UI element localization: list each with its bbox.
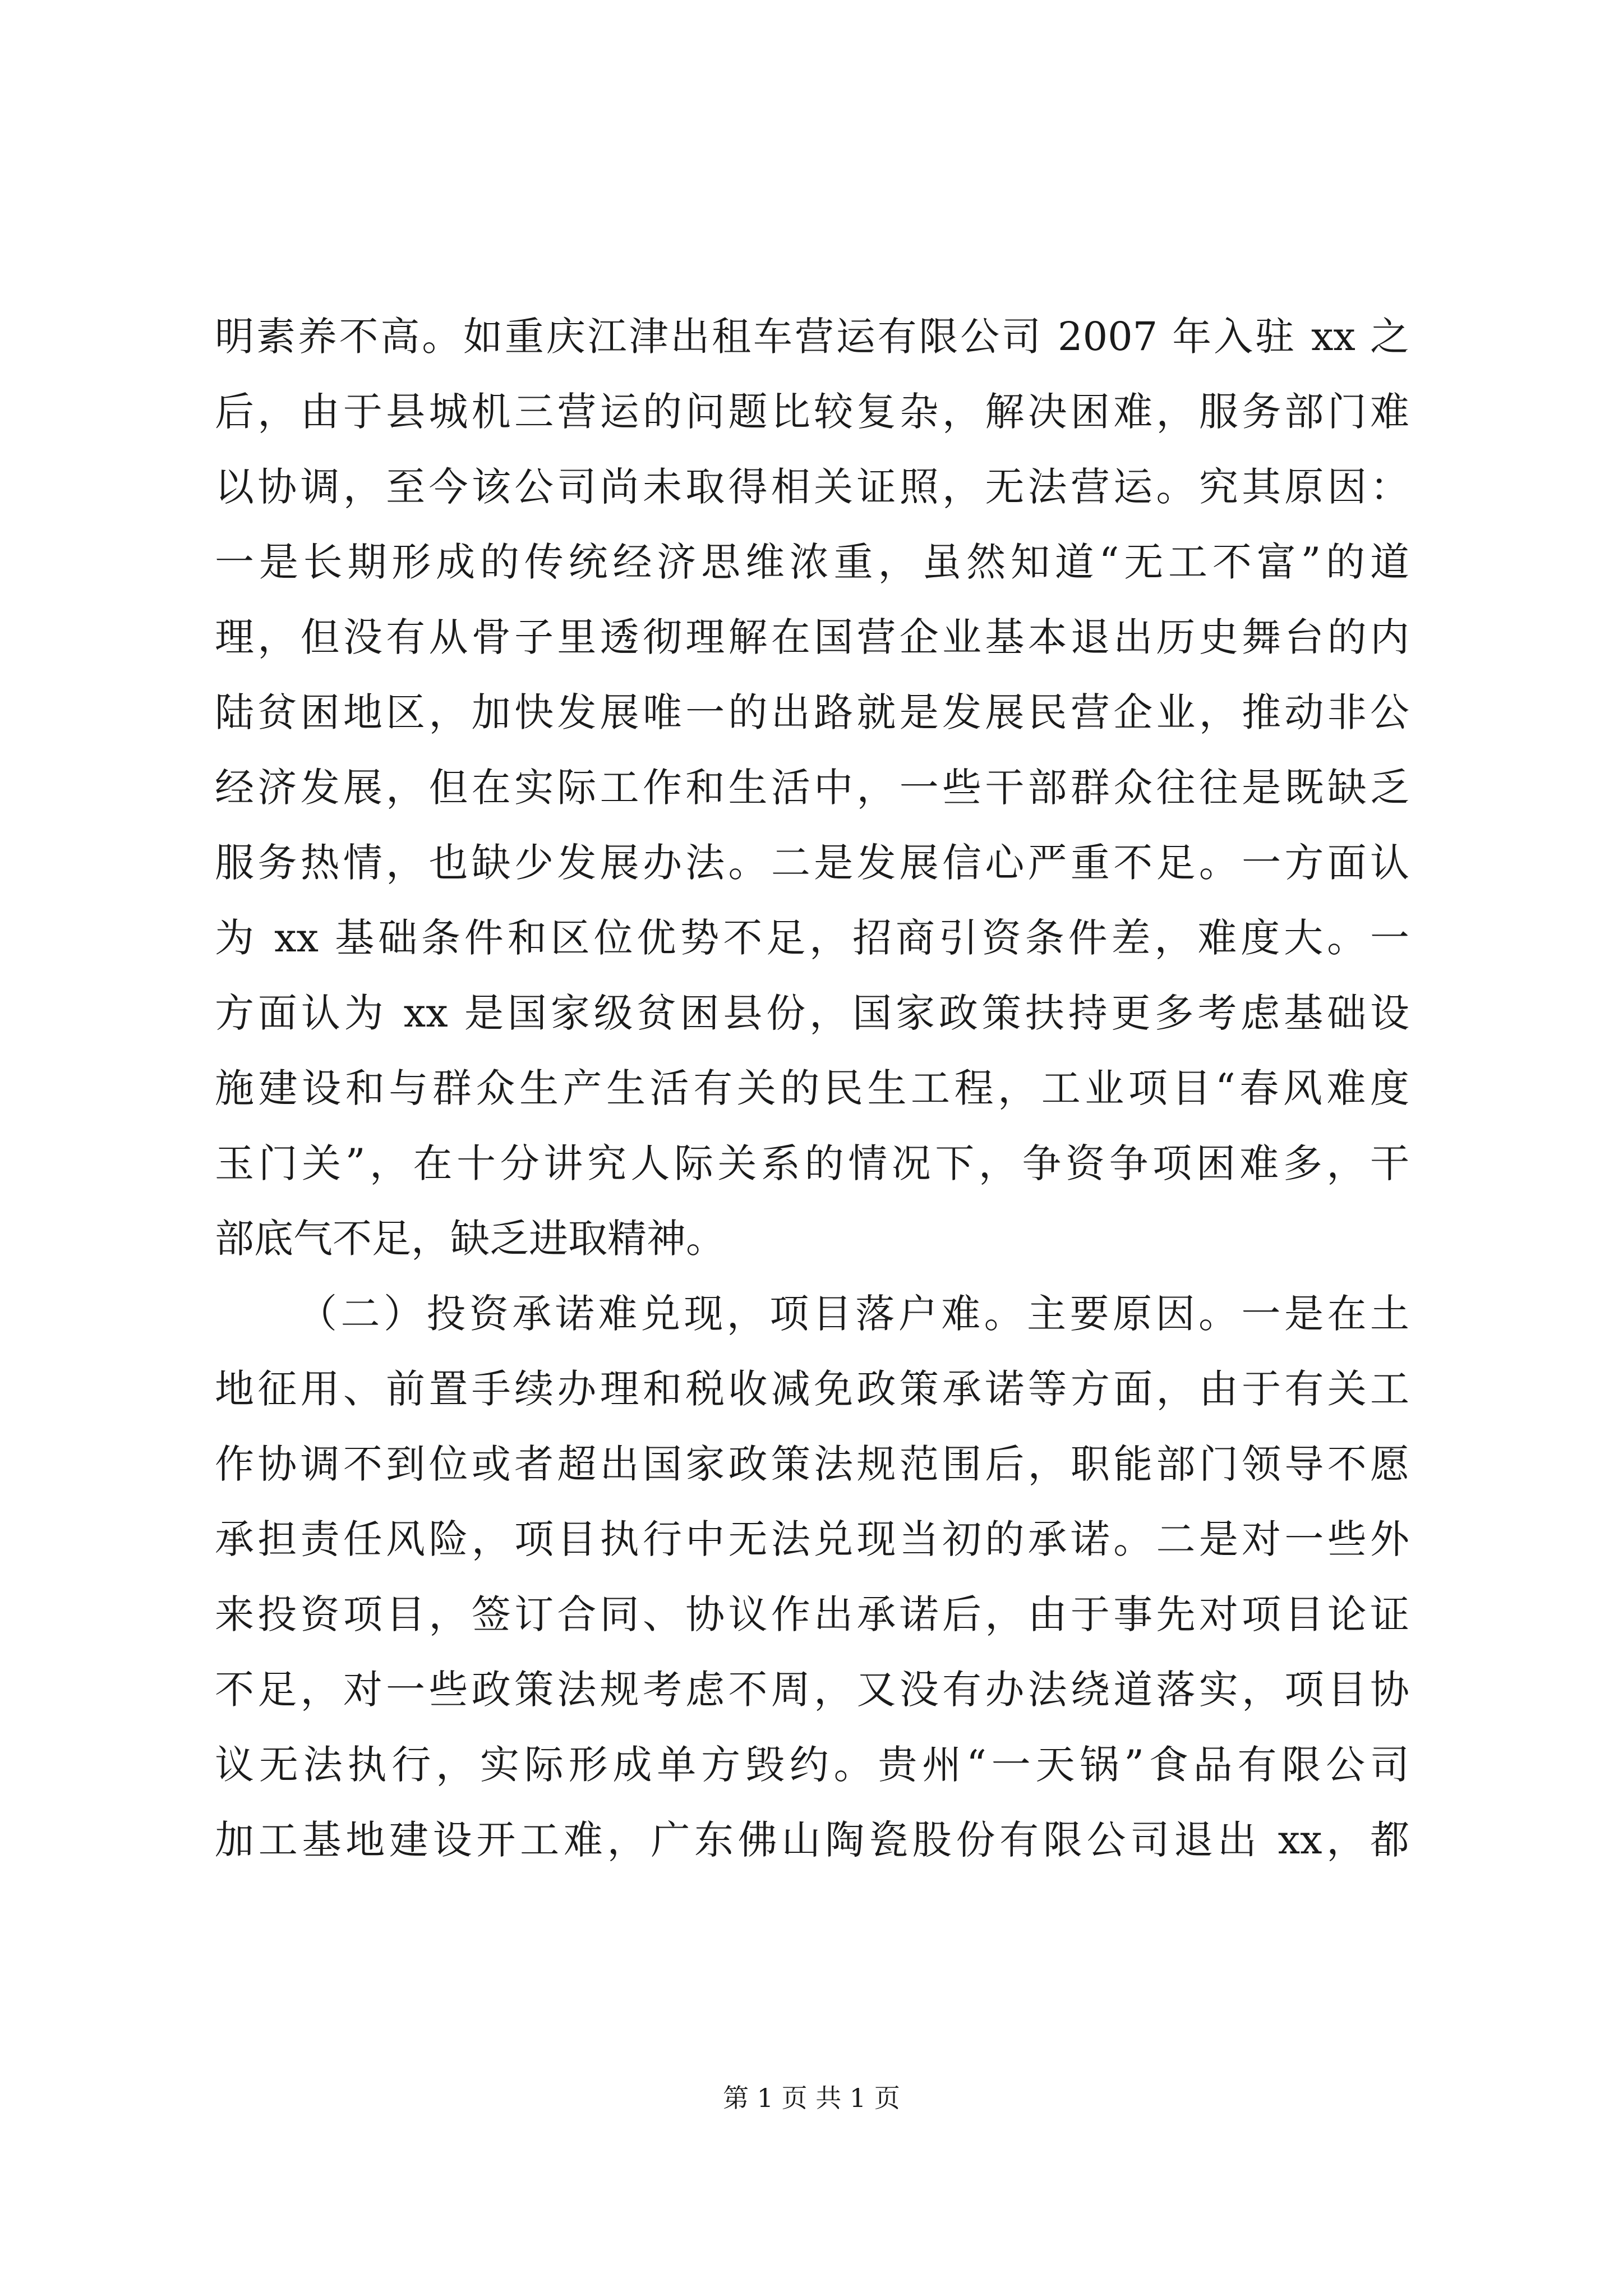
- text-line: 玉门关”，在十分讲究人际关系的情况下，争资争项困难多，干: [215, 1140, 1409, 1186]
- page-number-label: 第 1 页 共 1 页: [723, 2083, 900, 2113]
- paragraph-start-line: （二）投资承诺难兑现，项目落户难。主要原因。一是在土: [298, 1291, 1409, 1337]
- text-line: 理，但没有从骨子里透彻理解在国营企业基本退出历史舞台的内: [215, 614, 1409, 660]
- text-line: 明素养不高。如重庆江津出租车营运有限公司 2007 年入驻 xx 之: [215, 314, 1409, 360]
- text-line: 来投资项目，签订合同、协议作出承诺后，由于事先对项目论证: [215, 1591, 1409, 1637]
- text-line: 施建设和与群众生产生活有关的民生工程，工业项目“春风难度: [215, 1065, 1409, 1111]
- text-line: 承担责任风险，项目执行中无法兑现当初的承诺。二是对一些外: [215, 1516, 1409, 1562]
- paragraph-end-line: 部底气不足，缺乏进取精神。: [215, 1216, 725, 1262]
- text-line: 陆贫困地区，加快发展唯一的出路就是发展民营企业，推动非公: [215, 689, 1409, 735]
- text-line: 经济发展，但在实际工作和生活中，一些干部群众往往是既缺乏: [215, 765, 1409, 811]
- text-line: 方面认为 xx 是国家级贫困县份，国家政策扶持更多考虑基础设: [215, 990, 1409, 1036]
- text-line: 一是长期形成的传统经济思维浓重，虽然知道“无工不富”的道: [215, 539, 1409, 585]
- text-line: 议无法执行，实际形成单方毁约。贵州“一天锅”食品有限公司: [215, 1742, 1409, 1788]
- text-line: 以协调，至今该公司尚未取得相关证照，无法营运。究其原因：: [215, 464, 1409, 510]
- text-line: 服务热情，也缺少发展办法。二是发展信心严重不足。一方面认: [215, 840, 1409, 886]
- text-line: 地征用、前置手续办理和税收减免政策承诺等方面，由于有关工: [215, 1366, 1409, 1412]
- text-line: 加工基地建设开工难，广东佛山陶瓷股份有限公司退出 xx，都: [215, 1817, 1409, 1863]
- page-footer: [0, 2081, 1623, 2115]
- text-line: 为 xx 基础条件和区位优势不足，招商引资条件差，难度大。一: [215, 915, 1409, 961]
- text-line: 不足，对一些政策法规考虑不周，又没有办法绕道落实，项目协: [215, 1667, 1409, 1713]
- text-line: 后，由于县城机三营运的问题比较复杂，解决困难，服务部门难: [215, 389, 1409, 435]
- body-text: [215, 299, 1409, 1878]
- text-line: 作协调不到位或者超出国家政策法规范围后，职能部门领导不愿: [215, 1441, 1409, 1487]
